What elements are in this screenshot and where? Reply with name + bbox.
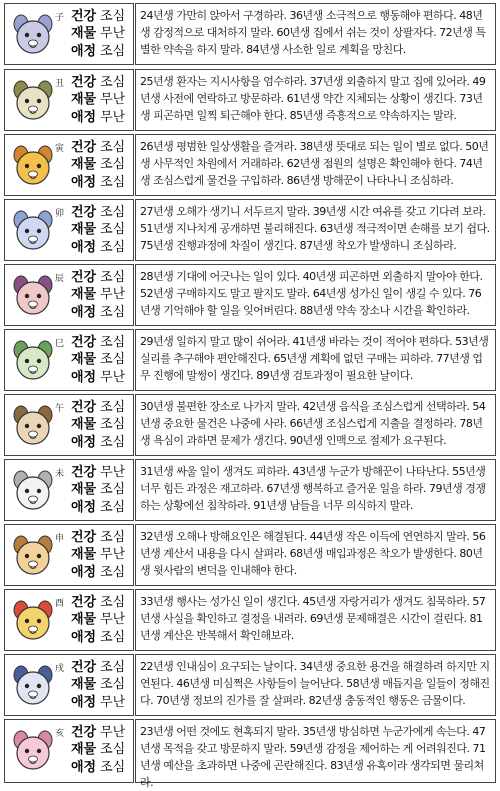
zodiac-character: 辰 [55, 274, 65, 284]
horse-icon [9, 401, 57, 449]
rating-health [71, 659, 125, 676]
rating-love-value: 조심 [100, 499, 126, 515]
zodiac-character: 寅 [55, 144, 65, 154]
fortune-text: 28년생 기대에 어긋나는 일이 있다. 40년생 피곤하면 외출하지 말아야 한다. 52년생 구매하지도 말고 팔지도 말라. 64년생 성가신 일이 생길 수 있다. 76년생 기억해야 할 일을 잊어버린다. 88년생 약속 장소나 시간을 확인하라. [140, 270, 483, 317]
rating-money-value: 조심 [100, 157, 126, 173]
rating-money-label: 재물 [71, 612, 97, 628]
rating-health [71, 464, 125, 481]
rating-money-label: 재물 [71, 287, 97, 303]
rating-love [71, 499, 125, 516]
zodiac-character: 卯 [55, 209, 65, 219]
zodiac-cell [4, 264, 134, 326]
rating-love-label: 애정 [71, 43, 97, 59]
fortune-row [4, 3, 496, 65]
fortune-text-cell [135, 459, 496, 521]
fortune-text-cell [135, 329, 496, 391]
rating-labels [71, 74, 125, 126]
rating-love-value: 조심 [100, 564, 126, 580]
fortune-text: 24년생 가만히 앉아서 구경하라. 36년생 소극적으로 행동해야 편하다. 48년생 감정적으로 대처하지 말라. 60년생 집에서 쉬는 것이 상팔자다. 72년생 특별한 약속을 하지 말라. 84년생 사소한 일로 계획을 망친다. [140, 9, 486, 56]
rating-health-label: 건강 [71, 530, 97, 545]
rating-health-label: 건강 [71, 595, 97, 610]
rating-health-value: 조심 [100, 530, 126, 545]
rating-labels [71, 139, 125, 191]
rating-money-label: 재물 [71, 547, 97, 563]
rating-health-label: 건강 [71, 205, 97, 220]
rating-labels [71, 464, 125, 516]
rating-love [71, 239, 125, 256]
rating-money-value: 조심 [100, 742, 126, 758]
fortune-text-cell [135, 264, 496, 326]
rating-health-label: 건강 [71, 270, 97, 285]
rating-money [71, 91, 125, 108]
fortune-row [4, 69, 496, 131]
rating-love [71, 564, 125, 581]
snake-icon [9, 336, 57, 384]
rating-health [71, 724, 125, 741]
rating-money-label: 재물 [71, 482, 97, 498]
zodiac-cell [4, 524, 134, 586]
rating-money-label: 재물 [71, 26, 97, 42]
rating-health-value: 조심 [100, 9, 126, 24]
fortune-text-cell [135, 524, 496, 586]
fortune-text: 30년생 불편한 장소로 나가지 말라. 42년생 음식을 조심스럽게 선택하라. 54년생 중요한 물건은 나중에 사라. 66년생 조심스럽게 지출을 결정하라. 78년생 욕심이 과하면 문제가 생긴다. 90년생 인맥으로 절제가 요구된다. [140, 400, 486, 447]
rating-love [71, 434, 125, 451]
rating-love-label: 애정 [71, 694, 97, 710]
rating-labels [71, 334, 125, 386]
rating-love-label: 애정 [71, 369, 97, 385]
fortune-text-cell [135, 394, 496, 456]
rating-love [71, 174, 125, 191]
zodiac-cell [4, 3, 134, 65]
zodiac-character: 戌 [55, 664, 65, 674]
rating-money [71, 546, 125, 563]
rating-love-value: 조심 [100, 759, 126, 775]
rating-labels [71, 8, 125, 60]
rating-love-label: 애정 [71, 434, 97, 450]
fortune-text-cell [135, 3, 496, 65]
rating-health-value: 조심 [100, 595, 126, 610]
dog-icon [9, 661, 57, 709]
zodiac-character: 午 [55, 404, 65, 414]
rating-love-label: 애정 [71, 564, 97, 580]
zodiac-cell [4, 394, 134, 456]
zodiac-character: 丑 [55, 79, 65, 89]
fortune-row [4, 459, 496, 521]
rat-icon [9, 10, 57, 58]
rating-love [71, 43, 125, 60]
rating-money-label: 재물 [71, 677, 97, 693]
rating-health [71, 594, 125, 611]
rating-love [71, 629, 125, 646]
rating-health-label: 건강 [71, 140, 97, 155]
rating-love-label: 애정 [71, 629, 97, 645]
rating-love-value: 조심 [100, 434, 126, 450]
rating-love-value: 조심 [100, 43, 126, 59]
rating-money-label: 재물 [71, 92, 97, 108]
rating-money-value: 무난 [100, 92, 126, 108]
fortune-text: 27년생 오해가 생기니 서두르지 말라. 39년생 시간 여유를 갖고 기다려 보라. 51년생 지나치게 공개하면 불리해진다. 63년생 적극적이면 손해를 보기 쉽다. 75년생 진행과정에 차질이 생긴다. 87년생 착오가 발생하니 조심하라. [140, 205, 490, 252]
rating-health-value: 조심 [100, 270, 126, 285]
zodiac-cell [4, 199, 134, 261]
fortune-row [4, 524, 496, 586]
fortune-text: 31년생 싸울 일이 생겨도 피하라. 43년생 누군가 방해꾼이 나타난다. 55년생 너무 힘든 과정은 재고하라. 67년생 행복하고 즐거운 일을 하라. 79년생 경쟁하는 상황에선 침착하라. 91년생 남들을 너무 의식하지 말라. [140, 465, 486, 512]
rabbit-icon [9, 206, 57, 254]
rating-health-value: 조심 [100, 660, 126, 675]
rating-money-value: 무난 [100, 547, 126, 563]
fortune-text-cell [135, 69, 496, 131]
rating-money [71, 741, 125, 758]
fortune-text: 33년생 행사는 성가신 일이 생긴다. 45년생 자랑거리가 생겨도 침묵하라. 57년생 사실을 확인하고 결정을 내려라. 69년생 문제해결은 시간이 걸린다. 81년생 계산은 반복해서 확인해보라. [140, 595, 486, 642]
zodiac-cell [4, 69, 134, 131]
rating-love-value: 조심 [100, 629, 126, 645]
rating-money-label: 재물 [71, 157, 97, 173]
rating-health-label: 건강 [71, 465, 97, 480]
rating-health-value: 조심 [100, 335, 126, 350]
rating-health-label: 건강 [71, 75, 97, 90]
fortune-text: 29년생 일하지 말고 많이 쉬어라. 41년생 바라는 것이 적어야 편하다. 53년생 실리를 추구해야 편안해진다. 65년생 계획에 없던 구매는 피하라. 77년생 업무 진행에 말썽이 생긴다. 89년생 검토과정이 필요한 날이다. [140, 335, 489, 382]
fortune-row [4, 329, 496, 391]
rating-money-value: 조심 [100, 352, 126, 368]
rating-money-label: 재물 [71, 742, 97, 758]
rating-love [71, 369, 125, 386]
rating-money-value: 무난 [100, 612, 126, 628]
rating-health [71, 74, 125, 91]
rating-love-value: 무난 [100, 369, 126, 385]
rating-love-label: 애정 [71, 304, 97, 320]
zodiac-cell [4, 589, 134, 651]
rating-money [71, 611, 125, 628]
rating-health-value: 조심 [100, 75, 126, 90]
rating-health [71, 8, 125, 25]
rating-health-value: 조심 [100, 400, 126, 415]
rating-love-label: 애정 [71, 239, 97, 255]
fortune-row [4, 589, 496, 651]
rating-labels [71, 659, 125, 711]
rating-love-value: 무난 [100, 109, 126, 125]
ox-icon [9, 76, 57, 124]
rating-love [71, 109, 125, 126]
fortune-text-cell [135, 589, 496, 651]
rating-health [71, 269, 125, 286]
rating-labels [71, 594, 125, 646]
rating-labels [71, 724, 125, 776]
fortune-row [4, 719, 496, 789]
zodiac-character: 子 [55, 13, 65, 23]
rating-money [71, 156, 125, 173]
rating-health [71, 529, 125, 546]
zodiac-character: 亥 [55, 729, 65, 739]
zodiac-character: 巳 [55, 339, 65, 349]
tiger-icon [9, 141, 57, 189]
fortune-text-cell [135, 199, 496, 261]
zodiac-cell [4, 459, 134, 521]
fortune-text-cell [135, 134, 496, 196]
rating-money [71, 416, 125, 433]
rating-health-value: 조심 [100, 140, 126, 155]
rating-money-value: 조심 [100, 222, 126, 238]
fortune-row [4, 654, 496, 716]
rating-health-value: 무난 [100, 725, 126, 740]
rating-labels [71, 529, 125, 581]
rating-love-label: 애정 [71, 109, 97, 125]
rating-love-label: 애정 [71, 174, 97, 190]
rating-health [71, 334, 125, 351]
rating-love [71, 759, 125, 776]
rating-labels [71, 204, 125, 256]
fortune-text: 25년생 환자는 지시사항을 엄수하라. 37년생 외출하지 말고 집에 있어라. 49년생 사전에 연락하고 방문하라. 61년생 약간 지체되는 상황이 생긴다. 73년생 피곤하면 일찍 퇴근해야 한다. 85년생 즉흥적으로 약속하지는 말라. [140, 75, 486, 122]
rating-love-label: 애정 [71, 499, 97, 515]
fortune-text-cell [135, 719, 496, 789]
rating-love-value: 무난 [100, 694, 126, 710]
rating-health-label: 건강 [71, 400, 97, 415]
rating-labels [71, 399, 125, 451]
fortune-text: 23년생 어떤 것에도 현혹되지 말라. 35년생 방심하면 누군가에게 속는다. 47년생 목적을 갖고 방문하지 말라. 59년생 감정을 제어하는 게 어려워진다. 71년생 예산을 초과하면 나중에 곤란해진다. 83년생 유혹이라 생각되면 물리쳐라. [140, 725, 486, 789]
fortune-text: 26년생 평범한 일상생활을 즐겨라. 38년생 뜻대로 되는 일이 별로 없다. 50년생 사무적인 차원에서 거래하라. 62년생 점원의 설명은 확인해야 한다. 74년생 조심스럽게 물건을 구입하라. 86년생 방해꾼이 나타나니 조심하라. [140, 140, 489, 187]
zodiac-character: 酉 [55, 599, 65, 609]
rating-money [71, 25, 125, 42]
sheep-icon [9, 466, 57, 514]
rating-health-label: 건강 [71, 725, 97, 740]
monkey-icon [9, 531, 57, 579]
rating-money [71, 221, 125, 238]
rating-money-label: 재물 [71, 417, 97, 433]
fortune-text-cell [135, 654, 496, 716]
rating-money [71, 351, 125, 368]
rating-money-value: 조심 [100, 677, 126, 693]
rating-health-label: 건강 [71, 9, 97, 24]
rating-health [71, 204, 125, 221]
rating-money-label: 재물 [71, 222, 97, 238]
zodiac-cell [4, 329, 134, 391]
rating-health-value: 무난 [100, 465, 126, 480]
rating-love-value: 조심 [100, 239, 126, 255]
pig-icon [9, 726, 57, 774]
rating-health-label: 건강 [71, 660, 97, 675]
zodiac-cell [4, 654, 134, 716]
rating-money [71, 676, 125, 693]
rating-money-value: 무난 [100, 287, 126, 303]
zodiac-cell [4, 719, 134, 783]
rating-labels [71, 269, 125, 321]
fortune-row [4, 394, 496, 456]
zodiac-character: 申 [55, 534, 65, 544]
fortune-text: 22년생 인내심이 요구되는 날이다. 34년생 중요한 용건을 해결하려 하지만 지연된다. 46년생 미심쩍은 사항들이 늘어난다. 58년생 매듭지을 일들이 정해진다. 70년생 정보의 진가를 잘 살펴라. 82년생 충동적인 행동은 금물이다. [140, 660, 490, 707]
fortune-row [4, 134, 496, 196]
rating-money-label: 재물 [71, 352, 97, 368]
rating-health-value: 조심 [100, 205, 126, 220]
rating-love-value: 조심 [100, 304, 126, 320]
rating-love-value: 조심 [100, 174, 126, 190]
rating-money [71, 481, 125, 498]
zodiac-cell [4, 134, 134, 196]
rating-money-value: 무난 [100, 26, 126, 42]
fortune-row [4, 264, 496, 326]
rating-love [71, 694, 125, 711]
fortune-text: 32년생 오해나 방해요인은 해결된다. 44년생 작은 이득에 연연하지 말라. 56년생 계산서 내용을 다시 살펴라. 68년생 매입과정은 착오가 발생한다. 80년생 윗사람의 변덕을 인내해야 한다. [140, 530, 486, 577]
zodiac-character: 未 [55, 469, 65, 479]
rating-love-label: 애정 [71, 759, 97, 775]
rating-health [71, 139, 125, 156]
rating-money-value: 조심 [100, 417, 126, 433]
rooster-icon [9, 596, 57, 644]
rating-health-label: 건강 [71, 335, 97, 350]
fortune-row [4, 199, 496, 261]
rating-money [71, 286, 125, 303]
rating-love [71, 304, 125, 321]
dragon-icon [9, 271, 57, 319]
rating-health [71, 399, 125, 416]
rating-money-value: 조심 [100, 482, 126, 498]
